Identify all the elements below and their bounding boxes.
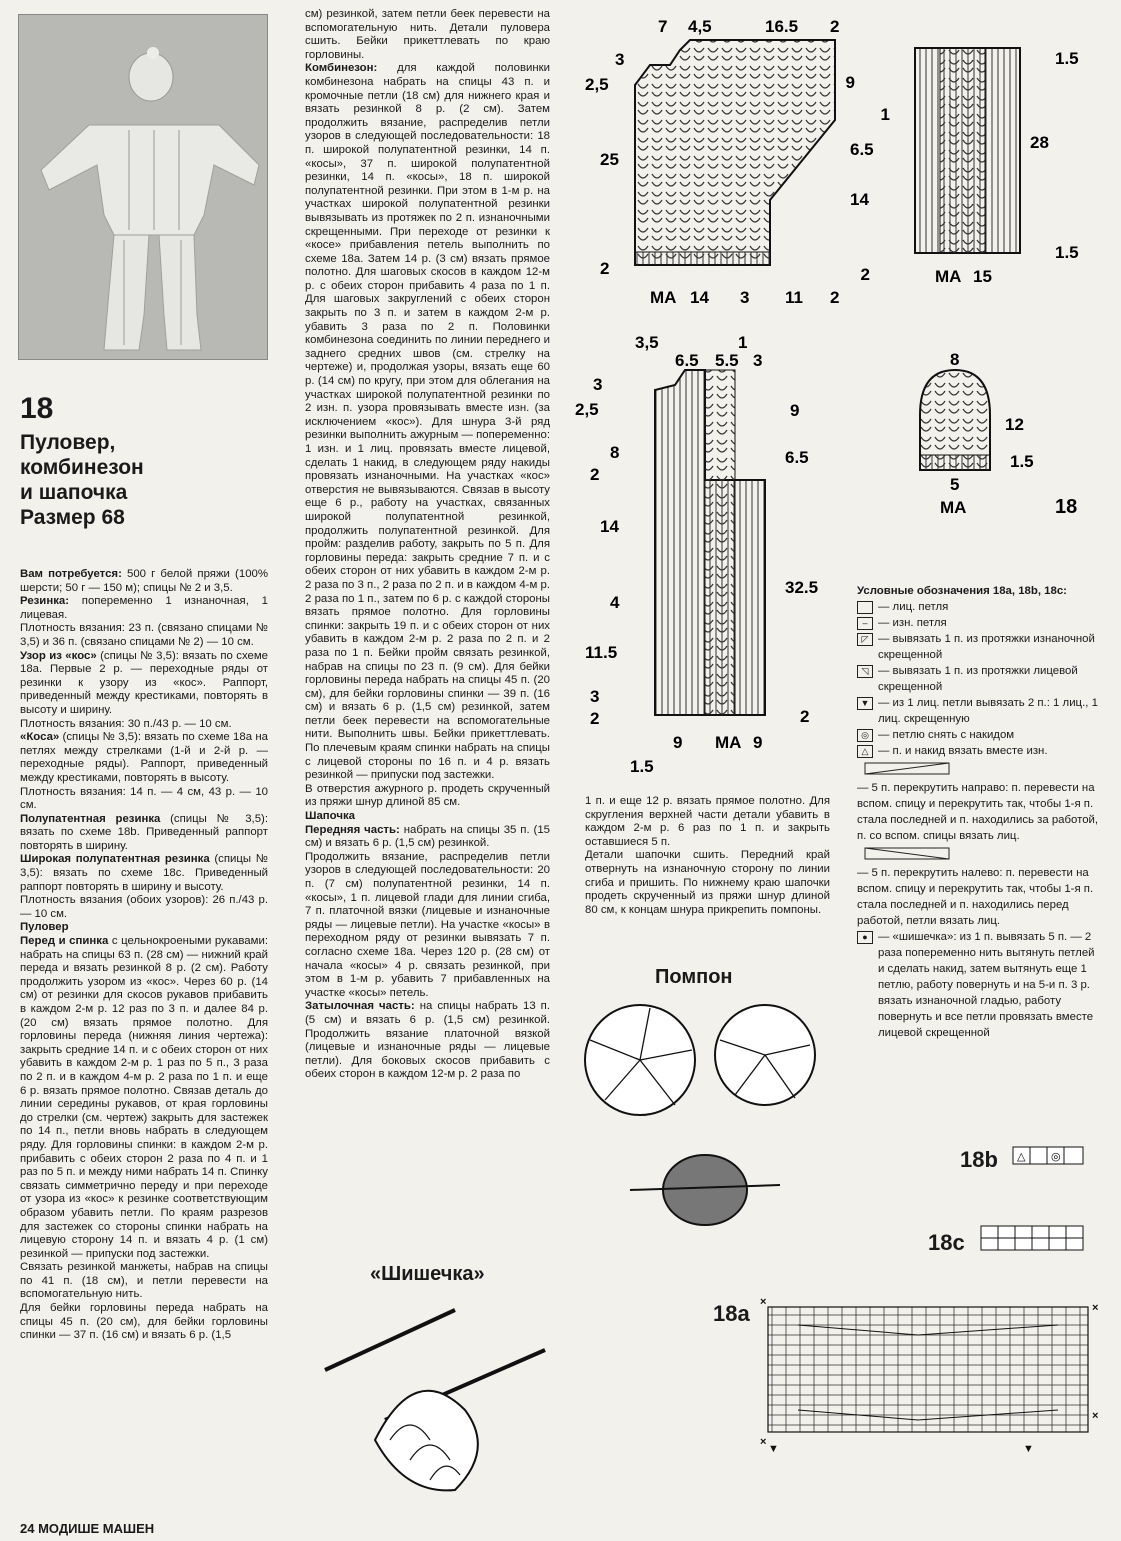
svg-text:▼: ▼: [768, 1443, 779, 1455]
instructions-column-3: [585, 795, 830, 917]
d1-right-65: 6.5: [850, 140, 874, 159]
legend-cable-left: — 5 п. перекрутить налево: п. перевести на вспом. спицу и перекрутить так, чтобы 1-я п. стала последней и п. находились перед работой, петли вязать лиц.: [857, 867, 1094, 927]
col2-bold-term: Затылочная часть:: [305, 1000, 415, 1013]
legend-item-3: — вывязать 1 п. из протяжки изнаночной скрещенной: [878, 633, 1095, 661]
chart-18a-label: 18a: [713, 1301, 750, 1326]
d2-right-28: 28: [1030, 133, 1049, 152]
sleeve-schematic: [905, 40, 1105, 290]
d1-top-45: 4,5: [688, 17, 712, 36]
d2-bottom-ma: МА: [935, 267, 962, 286]
d3-top-55: 5.5: [715, 351, 739, 370]
d4-number: 18: [1055, 496, 1078, 518]
title-line-1: Пуловер,: [20, 431, 116, 454]
col2-paragraph: [305, 62, 550, 782]
d1-right-14: 14: [850, 190, 869, 209]
pompon-illustration: [580, 1000, 840, 1220]
d3-top-3: 3: [753, 351, 763, 370]
title-line-3: и шапочка: [20, 481, 128, 504]
d1-bottom-14: 14: [690, 288, 709, 307]
d1-bottom-3: 3: [740, 288, 750, 307]
knitted-jumpsuit-image: [19, 15, 267, 359]
instructions-column-1: [20, 568, 268, 1343]
col2-paragraph: [305, 783, 550, 810]
col1-paragraph: [20, 650, 268, 718]
col1-text: Плотность вязания: 14 п. — 4 см, 43 р. — 10 см.: [20, 785, 268, 812]
pattern-number: 18: [20, 392, 54, 425]
col1-bold-term: Полупатентная резинка: [20, 812, 161, 825]
slip-stitch-icon: ◎: [857, 729, 873, 742]
svg-text:▼: ▼: [1023, 1443, 1034, 1455]
col1-paragraph: [20, 568, 268, 595]
col1-bold-term: Резинка:: [20, 595, 70, 608]
col2-paragraph: [305, 851, 550, 1001]
legend-title: Условные обозначения 18а, 18b, 18с:: [857, 585, 1067, 597]
d3-bottom-9b: 9: [753, 733, 763, 752]
d1-left-2: 2: [600, 259, 610, 278]
d1-top-2: 2: [830, 17, 840, 36]
d1-bottom-11: 11: [785, 288, 803, 307]
legend-bobble: — «шишечка»: из 1 п. вывязать 5 п. — 2 раза попеременно нить вытянуть петлей и сделать накид, затем вытянуть еще 1 петлю, работу повернуть и на 5-и п. 3 р. вязать изнаночной гладью, работу повернуть и все петли провязать вместе лицевой скрещенной: [878, 931, 1095, 1039]
svg-text:×: ×: [760, 1296, 767, 1308]
col1-bold-term: Широкая полупатентная резинка: [20, 853, 210, 866]
d3-left-3: 3: [593, 375, 603, 394]
bobble-illustration: [315, 1290, 570, 1500]
d3-bottom-15: 1.5: [630, 757, 654, 776]
d1-right-2: 2: [860, 265, 870, 284]
svg-text:×: ×: [1092, 1302, 1099, 1314]
col1-text: (спицы № 3,5): вязать по схеме 18а. Первые 2 р. — переходные ряды от резинки к узору из «кос». Раппорт, приведенный между крестиками, повторять в высоту и ширину.: [20, 649, 269, 716]
d4-top-8: 8: [950, 350, 960, 369]
legend-item-6: — петлю снять с накидом: [878, 729, 1015, 741]
product-photo: [18, 14, 268, 360]
jumpsuit-schematic: [575, 330, 855, 800]
legend-item-1: — лиц. петля: [878, 601, 949, 613]
col1-text: попеременно 1 изнаночная, 1 лицевая.: [20, 595, 268, 621]
chart-18c-grid: [980, 1225, 1085, 1253]
d3-left-3b: 3: [590, 687, 600, 706]
col1-text: Плотность вязания: 23 п. (связано спицами № 3,5) и 36 п. (связано спицами № 2) — 10 см.: [20, 622, 268, 648]
d1-bottom-2: 2: [830, 288, 840, 307]
legend-item-7: — п. и накид вязать вместе изн.: [878, 745, 1048, 757]
chart-18b-label: 18b: [960, 1147, 998, 1172]
d3-right-325: 32.5: [785, 578, 819, 597]
col3-paragraph: [585, 849, 830, 917]
legend-cable-right: — 5 п. перекрутить направо: п. перевести на вспом. спицу и перекрутить так, чтобы 1-я п. стала последней и п. находились за работой, п. со вспом. спицы вязать лиц.: [857, 782, 1099, 842]
svg-text:×: ×: [1092, 1410, 1099, 1422]
d3-left-115: 11.5: [585, 643, 618, 662]
d1-left-3: 3: [615, 50, 625, 69]
d3-bottom-9: 9: [673, 733, 683, 752]
col1-paragraph: [20, 894, 268, 921]
hat-schematic: [905, 345, 1105, 520]
col1-text: Для бейки горловины переда набрать на спицы 45 п. (20 см), для бейки горловины спинки — 37 п. (16 см) и вязать 6 р. (1,5: [20, 1302, 268, 1342]
col1-bold-term: Узор из «кос»: [20, 649, 97, 662]
d3-top-35: 3,5: [635, 333, 659, 352]
bobble-title: «Шишечка»: [370, 1263, 485, 1285]
pullover-schematic: [580, 10, 890, 310]
twisted-purl-icon: ◸: [857, 633, 873, 646]
chart-18b-grid: [1012, 1146, 1084, 1166]
d3-left-8: 8: [610, 443, 620, 462]
d3-right-9: 9: [790, 401, 800, 420]
col2-paragraph: [305, 8, 550, 62]
col1-paragraph: [20, 1261, 268, 1302]
d1-right-9: 9: [845, 73, 855, 92]
twisted-knit-icon: ◹: [857, 665, 873, 678]
col2-paragraph: [305, 810, 550, 824]
page-footer: 24 МОДИШЕ МАШЕН: [20, 1521, 155, 1536]
d4-bottom-ma: МА: [940, 498, 967, 517]
col3-paragraph: [585, 795, 830, 849]
d2-right-15b: 1.5: [1055, 243, 1079, 262]
d3-bottom-ma: МА: [715, 733, 742, 752]
chart-18a-grid: [758, 1295, 1108, 1455]
d3-left-2b: 2: [590, 709, 600, 728]
col2-bold-term: Передняя часть:: [305, 823, 400, 836]
col1-paragraph: [20, 921, 268, 935]
d2-bottom-15: 15: [973, 267, 992, 286]
purl-stitch-icon: –: [857, 617, 873, 630]
svg-text:△: △: [1017, 1151, 1026, 1163]
col2-text: на спицы набрать 13 п. (5 см) и вязать 6 р. (1,5 см) резинкой. Продолжить вязание платочной вязкой (лицевые и изнаночные ряды — лицевые петли). Для боковых скосов прибавить с обеих сторон в каждом 12-м р. 2 раза по: [305, 1000, 551, 1081]
col1-text: 500 г белой пряжи (100% шерсти; 50 г — 150 м); спицы № 2 и 3,5.: [20, 568, 268, 594]
col1-paragraph: [20, 813, 268, 854]
d1-left-25a: 2,5: [585, 75, 609, 94]
purl-together-icon: △: [857, 745, 873, 758]
d3-right-65: 6.5: [785, 448, 809, 467]
col2-paragraph: [305, 824, 550, 851]
col1-text: с цельнокроеными рукавами: набрать на спицы 63 п. (28 см) — нижний край переда и вязать резинкой 8 р. (2 см). Работу продолжить узором из «кос». Через 60 р. (14 см) от резинки для скосов рукавов прибавить в каждом 2-м р. 12 раз по 3 п. и далее 84 р. (20 см) вязать прямое полотно. Для горловины переда (нижняя линия чертежа): закрыть средние 14 п. и с обеих сторон от них убавить в каждом 2-м р. 1 раз по 5 п., 3 раза по 2 п. и в каждом 4-м р. 2 раза по 1 п. и еще 6 р. вязать прямое полотно. Связав деталь до линии середины рукавов, от края горловины до стрелки (см. чертеж) закрыть для застежек по 14 п., петли вновь набрать в следующем ряду. Для горловины спинки: в каждом 2-м р. прибавить с обеих сторон 2 раза по 4 п. и 1 раз по 5 п. и между ними набрать 14 п. Спинку связать симметрично переду и при переходе от узора из «кос» к резинке соответствующим образом убавить петли. По краям разрезов для застежек со стороны спинки набрать на лицевую сторону 14 п. и вязать 4 р. (1 см) резинкой — припуски под застежки.: [20, 935, 268, 1260]
svg-text:◎: ◎: [1051, 1151, 1061, 1163]
col1-text: (спицы № 3,5): вязать по схеме 18а на петлях между стрелками (1-й и 2-й р. — переходные ряды). Раппорт, приведенный между крестиками, повторять в высоту.: [20, 731, 268, 784]
d3-left-25: 2,5: [575, 400, 599, 419]
title-line-2: комбинезон: [20, 456, 144, 479]
col1-bold-term: «Коса»: [20, 731, 60, 744]
legend-item-4: — вывязать 1 п. из протяжки лицевой скрещенной: [878, 665, 1078, 693]
d3-left-2: 2: [590, 465, 600, 484]
col2-text: набрать на спицы 35 п. (15 см) и вязать 6 р. (1,5 см) резинкой.: [305, 823, 550, 850]
pattern-title: [20, 430, 144, 530]
col2-text: Продолжить вязание, распределив петли узоров в следующей последовательности: 20 п. (7 см) полупатентной резинки, 14 п. «косы», 1 п. лицевой глади для линии сгиба, 7 п. платочной вязки (лицевые и изнаночные ряды — лицевые петли). На участке «косы» в переходном ряду от резинки вывязать 7 п. согласно схеме 18а. Через 120 р. (28 см) от начала «косы» 4 р. связать резинкой, при этом в 1-м р. убавить 7 прибавленных на участке «косы» петель.: [305, 850, 550, 999]
d1-top-7: 7: [658, 17, 668, 36]
col1-text: Связать резинкой манжеты, набрав на спицы по 41 п. (18 см), и петли перевести на вспомогательную нить.: [20, 1261, 268, 1301]
d3-left-14: 14: [600, 517, 619, 536]
d4-bottom-5: 5: [950, 475, 960, 494]
legend-item-2: — изн. петля: [878, 617, 947, 629]
col1-text: Плотность вязания (обоих узоров): 26 п./43 р. — 10 см.: [20, 894, 268, 920]
d4-right-12: 12: [1005, 415, 1024, 434]
col2-text: В отверстия ажурного р. продеть скрученный из пряжи шнур длиной 85 см.: [305, 782, 550, 809]
instructions-column-2: [305, 8, 550, 1082]
d1-top-165: 16.5: [765, 17, 799, 36]
cable-left-icon: [865, 848, 950, 860]
col2-bold-term: Комбинезон:: [305, 62, 378, 75]
d4-right-15: 1.5: [1010, 452, 1034, 471]
col1-paragraph: [20, 853, 268, 894]
knit-stitch-icon: [857, 601, 873, 614]
col1-text: (спицы № 3,5): вязать по схеме 18b. Приведенный раппорт повторять в ширину.: [20, 812, 268, 852]
pompon-title: Помпон: [655, 966, 733, 988]
d3-left-4: 4: [610, 593, 620, 612]
col1-bold-term: Пуловер: [20, 921, 69, 934]
d1-left-25: 25: [600, 150, 619, 169]
increase-icon: ▼: [857, 697, 873, 710]
svg-text:×: ×: [760, 1436, 767, 1448]
symbols-legend: [857, 583, 1102, 1041]
d3-top-65: 6.5: [675, 351, 699, 370]
col1-paragraph: [20, 731, 268, 785]
legend-item-5: — из 1 лиц. петли вывязать 2 п.: 1 лиц., 1 лиц. скрещенную: [878, 697, 1098, 725]
col3-text: Детали шапочки сшить. Передний край отвернуть на изнаночную сторону по линии сгиба и пришить. По нижнему краю шапочки продеть скрученный из пряжи шнур длиной 80 см, к концам шнура прикрепить помпоны.: [585, 849, 830, 916]
d1-right-1: 1: [880, 105, 890, 124]
col2-bold-term: Шапочка: [305, 810, 355, 823]
col1-bold-term: Вам потребуется:: [20, 568, 122, 580]
col1-paragraph: [20, 595, 268, 622]
col3-text: 1 п. и еще 12 р. вязать прямое полотно. Для скругления верхней части детали убавить в каждом 2-м р. 6 раз по 1 п. и закрыть оставшиеся 5 п.: [585, 795, 830, 848]
col2-text: см) резинкой, затем петли беек перевести на вспомогательную нить. Детали пуловера сшить. Бейки прикеттлевать по краю горловины.: [305, 8, 550, 61]
col1-paragraph: [20, 786, 268, 813]
chart-18c-label: 18c: [928, 1230, 965, 1255]
col1-text: Плотность вязания: 30 п./43 р. — 10 см.: [20, 717, 232, 730]
col2-paragraph: [305, 1000, 550, 1082]
col1-paragraph: [20, 1302, 268, 1343]
col1-bold-term: Перед и спинка: [20, 935, 109, 948]
title-line-4: Размер 68: [20, 506, 125, 529]
d2-right-15a: 1.5: [1055, 49, 1079, 68]
cable-right-icon: [865, 763, 950, 775]
col1-paragraph: [20, 622, 268, 649]
d3-top-1: 1: [738, 333, 748, 352]
col1-paragraph: [20, 718, 268, 732]
d1-bottom-ma: МА: [650, 288, 677, 307]
col2-text: для каждой половинки комбинезона набрать на спицы 43 п. и кромочные петли (18 см) для нижнего края и вязать резинкой 8 р. (2 см). Затем продолжить вязание, распределив петли узоров в следующей последовательности: 18 п. широкой полупатентной резинки, 14 п. «косы», 37 п. широкой полупатентной резинки, 14 п. «косы», 18 п. широкой полупатентной резинки. При этом в 1-м р. на участках широкой полупатентной резинки вывязывать из протяжек по 2 п. изнаночными скрещенными. При переходе от резинки к «косе» прибавления петель выполнить по схеме 18а. Затем 14 р. (3 см) вязать прямое полотно. Для шаговых скосов в каждом 12-м р. с обеих сторон прибавить 4 раза по 1 п. Для шаговых закруглений с обеих сторон закрыть по 3 п. и затем в каждом 2-м р. убавить 3 раза по 2 п. Половинки комбинезона соединить по линии переднего и заднего средних швов (см. стрелку на чертеже) и, продолжая узоры, вязать еще 60 р. (14 см) по кругу, при этом для облегания на участках широкой полупатентной резинки по 2 изн. п. узора провязывать вместе изн. (за исключением «кос»). Для шнура 3-й ряд резинки выполнить ажурным — попеременно: 1 изн. и 1 лиц. провязать вместе лицевой, сделать 1 накид, в следующем ряду накиды провязать изнаночными. На участках «кос» отверстия не вывязываются. Связав в высоту еще 6 р., работу на участках, связанных широкой полупатентной резинкой, продолжить полупатентной резинкой. Для пройм: разделив работу, закрыть по 5 п. Для горловины переда: закрыть средние 7 п. и с обеих сторон от них убавить в каждом 2-м р. 2 раза по 3 п., 2 раза по 2 п. и в каждом 4-м р. 2 раза по 1 п., затем по 6 р. с каждой стороны вязать прямое полотно. Для горловины спинки: закрыть 19 п. и с обеих сторон от них убавить в каждом 2-м р. 2 раза по 2 п. и 2 раза по 1 п. Бейки пройм связать резинкой, набрав на спицы по 23 п. (9 см). Для бейки горловины переда набрать на спицы 45 п. (20 см), для бейки горловины спинки — 39 п. (16 см) и вязать 6 р. (1,5 см) резинкой, затем петли беек перевести на вспомогательные нити. Выполнить швы. Бейки прикеттлевать. По плечевым краям спинки набрать на спицы с лицевой стороны по 16 п. и 4 р. вязать резинкой — припуски под застежки.: [305, 62, 550, 782]
d3-right-2: 2: [800, 707, 810, 726]
col1-paragraph: [20, 935, 268, 1261]
bobble-icon: ●: [857, 931, 873, 944]
col1-text: (спицы № 3,5): вязать по схеме 18с. Приведенный раппорт повторять в ширину и высоту.: [20, 853, 269, 893]
